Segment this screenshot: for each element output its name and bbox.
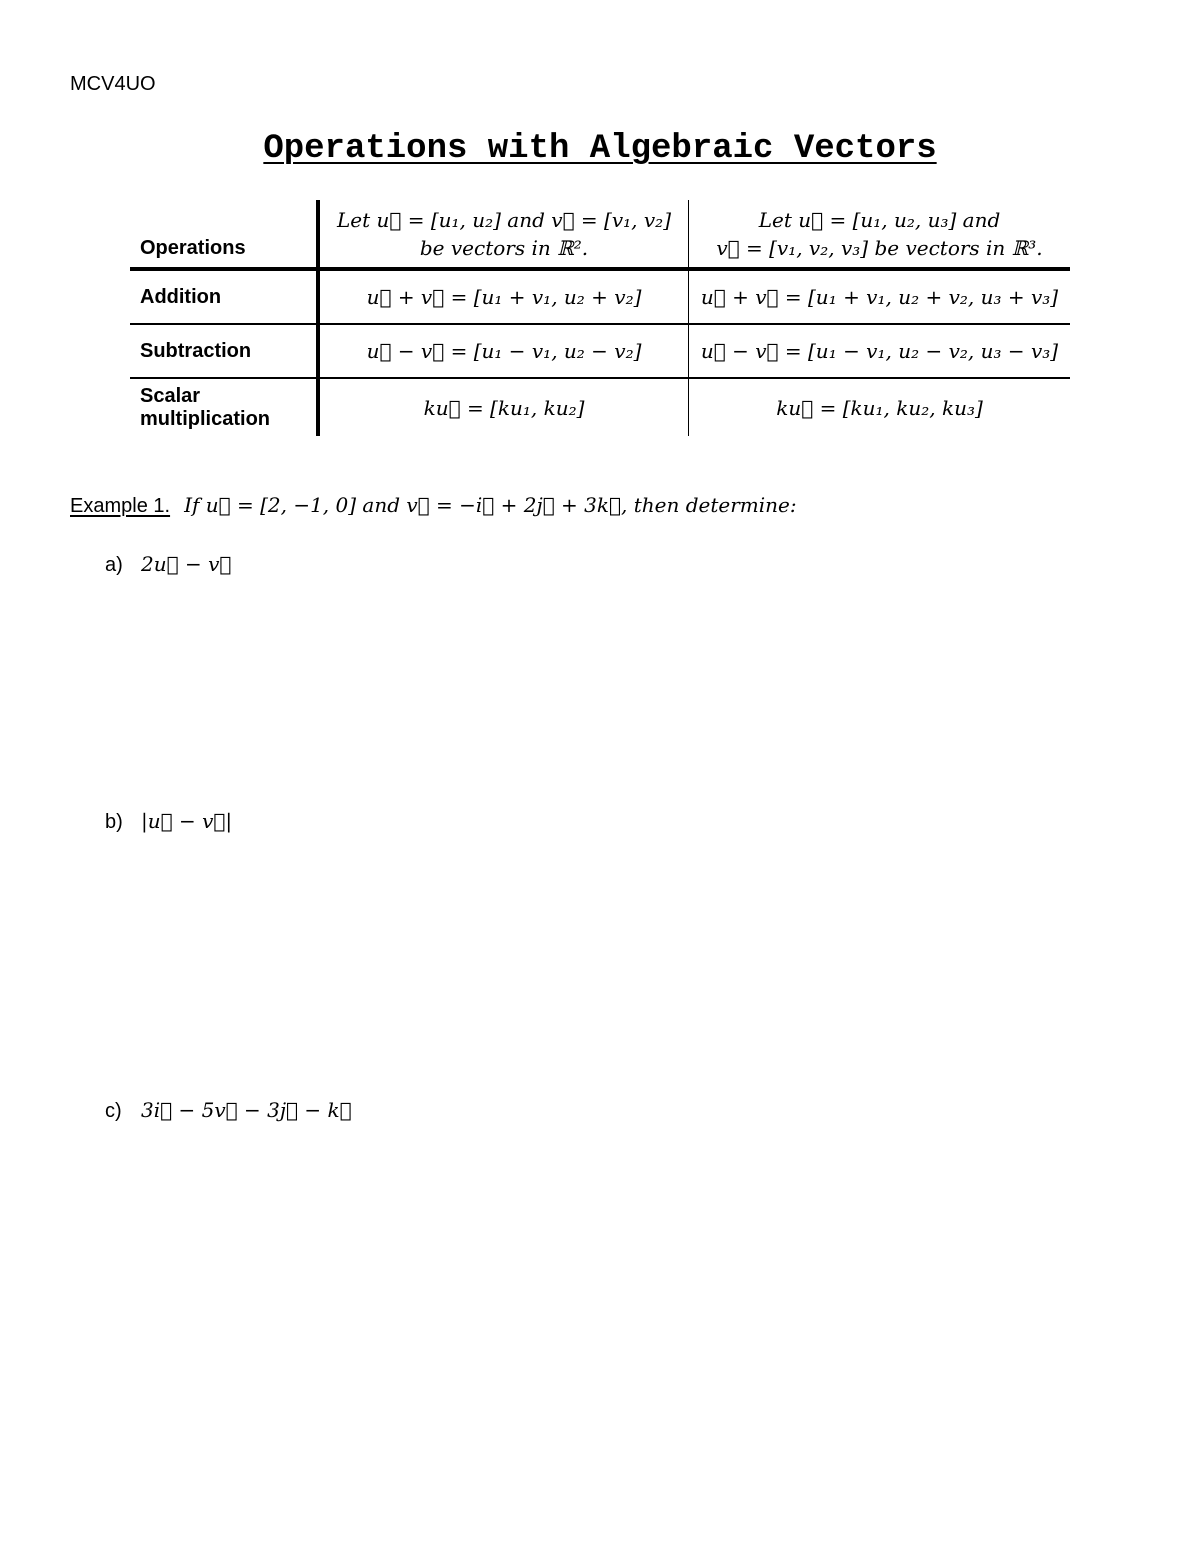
- r2-formula: ku⃗ = [ku₁, ku₂]: [318, 378, 689, 436]
- page-title: Operations with Algebraic Vectors: [263, 130, 937, 168]
- r3-formula: u⃗ − v⃗ = [u₁ − v₁, u₂ − v₂, u₃ − v₃]: [689, 324, 1071, 378]
- part-expression: |u⃗ − v⃗|: [141, 809, 233, 833]
- example-text: If u⃗ = [2, −1, 0] and v⃗ = −i⃗ + 2j⃗ + 3k⃗, then determine:: [184, 493, 797, 517]
- table-row-subtraction: [130, 324, 1070, 378]
- part-c: [105, 1098, 352, 1123]
- r3-definition-line1: Let u⃗ = [u₁, u₂, u₃] and: [758, 207, 1001, 232]
- part-a: [105, 552, 231, 577]
- part-b: [105, 809, 232, 834]
- r2-definition-line2: be vectors in ℝ².: [419, 235, 589, 260]
- table-row-scalar-multiplication: [130, 378, 1070, 436]
- part-label: b): [105, 811, 123, 833]
- r3-definition: [689, 200, 1071, 269]
- r2-definition-line1: Let u⃗ = [u₁, u₂] and v⃗ = [v₁, v₂]: [336, 207, 672, 232]
- operation-label: Scalar multiplication: [130, 378, 318, 436]
- operations-table: [130, 200, 1070, 436]
- table-header-row: [130, 200, 1070, 269]
- r3-formula: ku⃗ = [ku₁, ku₂, ku₃]: [776, 395, 983, 420]
- part-expression: 2u⃗ − v⃗: [141, 552, 232, 576]
- table-row-addition: [130, 269, 1070, 324]
- course-code: MCV4UO: [70, 73, 156, 95]
- operations-header: Operations: [130, 200, 318, 269]
- r2-definition: [318, 200, 689, 269]
- r3-formula: u⃗ + v⃗ = [u₁ + v₁, u₂ + v₂, u₃ + v₃]: [689, 269, 1071, 324]
- part-label: c): [105, 1100, 122, 1122]
- part-expression: 3i⃗ − 5v⃗ − 3j⃗ − k⃗: [141, 1098, 352, 1122]
- operation-label: Subtraction: [130, 324, 318, 378]
- r3-definition-line2: v⃗ = [v₁, v₂, v₃] be vectors in ℝ³.: [716, 235, 1043, 260]
- r2-formula: u⃗ − v⃗ = [u₁ − v₁, u₂ − v₂]: [318, 324, 689, 378]
- example-statement: [70, 493, 797, 518]
- part-label: a): [105, 554, 123, 576]
- r2-formula: u⃗ + v⃗ = [u₁ + v₁, u₂ + v₂]: [318, 269, 689, 324]
- operation-label: Addition: [130, 269, 318, 324]
- example-label: Example 1.: [70, 495, 171, 517]
